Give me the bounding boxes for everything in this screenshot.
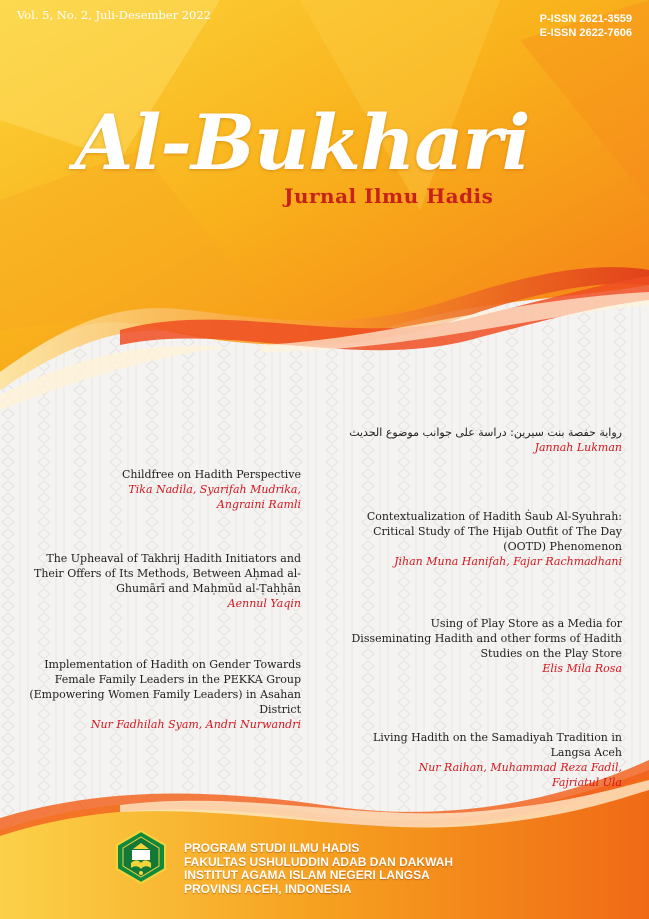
article-entry	[28, 657, 301, 732]
article-entry	[320, 425, 622, 455]
article-authors: Elis Mila Rosa	[542, 662, 622, 675]
article-title: رواية حفصة بنت سيرين: دراسة على جوانب موضوع الحديث	[349, 426, 622, 439]
article-title: The Upheaval of Takhrij Hadith Initiators and Their Offers of Its Methods, Between Aḥmad al-Ghumārī and Maḥmūd al-Ṭaḥḥān	[33, 552, 301, 595]
institution-line: PROGRAM STUDI ILMU HADIS	[184, 841, 360, 855]
journal-title: Al-Bukhari	[74, 98, 530, 187]
iain-langsa-logo-icon	[113, 829, 169, 885]
article-entry	[28, 551, 301, 611]
article-authors: Nur Fadhilah Syam, Andri Nurwandri	[90, 718, 301, 731]
article-title: Implementation of Hadith on Gender Towards Female Family Leaders in the PEKKA Group (Empowering Women Family Leaders) in Asahan District	[29, 658, 301, 716]
article-entry	[28, 467, 301, 512]
article-authors: Jihan Muna Hanifah, Fajar Rachmadhani	[394, 555, 622, 568]
article-authors: Nur Raihan, Muhammad Reza Fadil, Fajriatul Ula	[418, 761, 622, 789]
article-title: Childfree on Hadith Perspective	[121, 468, 301, 481]
issn-block	[540, 12, 632, 40]
article-entry	[350, 509, 622, 569]
article-authors: Jannah Lukman	[534, 441, 622, 454]
article-title: Living Hadith on the Samadiyah Tradition in Langsa Aceh	[372, 731, 622, 759]
volume-issue: Vol. 5, No. 2, Juli-Desember 2022	[17, 8, 211, 22]
institution-block	[184, 842, 453, 896]
journal-subtitle: Jurnal Ilmu Hadis	[284, 184, 494, 208]
e-issn: E-ISSN 2622-7606	[539, 27, 632, 39]
p-issn: P-ISSN 2621-3559	[539, 13, 632, 25]
article-title: Contextualization of Hadith Ṡaub Al-Syuhrah: Critical Study of The Hijab Outfit of The Day (OOTD) Phenomenon	[366, 510, 622, 553]
article-authors: Aennul Yaqin	[227, 597, 301, 610]
institution-line: FAKULTAS USHULUDDIN ADAB DAN DAKWAH	[184, 854, 454, 869]
institution-line: INSTITUT AGAMA ISLAM NEGERI LANGSA	[184, 868, 430, 882]
article-entry	[350, 730, 622, 790]
article-entry	[350, 616, 622, 676]
article-authors: Tika Nadila, Syarifah Mudrika, Angraini Ramli	[128, 483, 301, 511]
institution-line: PROVINSI ACEH, INDONESIA	[184, 881, 352, 896]
article-title: Using of Play Store as a Media for Disseminating Hadith and other forms of Hadith Studies on the Play Store	[351, 617, 622, 660]
